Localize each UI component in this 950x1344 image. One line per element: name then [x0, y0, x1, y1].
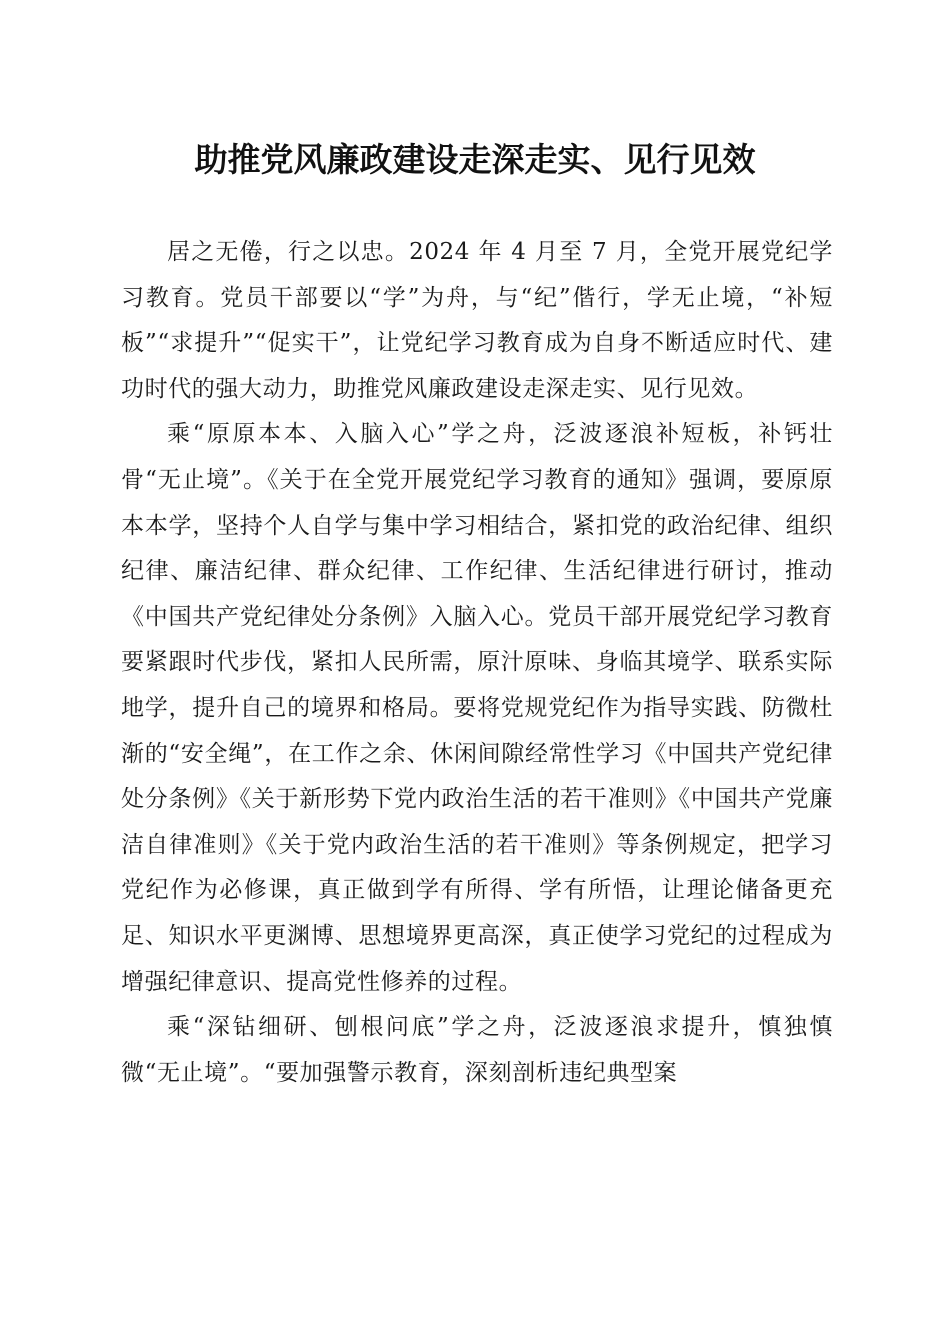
paragraph-3: 乘“深钻细研、刨根问底”学之舟，泛波逐浪求提升，慎独慎微“无止境”。“要加强警示教育，深刻剖析违纪典型案 [121, 1014, 833, 1086]
document-title: 助推党风廉政建设走深走实、见行见效 [194, 140, 756, 179]
paragraph-2: 乘“原原本本、入脑入心”学之舟，泛波逐浪补短板，补钙壮骨“无止境”。《关于在全党开展党纪学习教育的通知》强调，要原原本本学，坚持个人自学与集中学习相结合，紧扣党的政治纪律、组织纪律、廉洁纪律、群众纪律、工作纪律、生活纪律进行研讨，推动《中国共产党纪律处分条例》入脑入心。党员干部开展党纪学习教育要紧跟时代步伐，紧扣人民所需，原汁原味、身临其境学、联系实际地学，提升自己的境界和格局。要将党规党纪作为指导实践、防微杜渐的“安全绳”，在工作之余、休闲间隙经常性学习《中国共产党纪律处分条例》《关于新形势下党内政治生活的若干准则》《中国共产党廉洁自律准则》《关于党内政治生活的若干准则》等条例规定，把学习党纪作为必修课，真正做到学有所得、学有所悟，让理论储备更充足、知识水平更渊博、思想境界更高深，真正使学习党纪的过程成为增强纪律意识、提高党性修养的过程。 [121, 421, 833, 995]
paragraph-1: 居之无倦，行之以忠。2024 年 4 月至 7 月，全党开展党纪学习教育。党员干部要以“学”为舟，与“纪”偕行，学无止境，“补短板”“求提升”“促实干”，让党纪学习教育成为自身不断适应时代、建功时代的强大动力，助推党风廉政建设走深走实、见行见效。 [121, 239, 833, 402]
document-body [121, 230, 833, 1096]
